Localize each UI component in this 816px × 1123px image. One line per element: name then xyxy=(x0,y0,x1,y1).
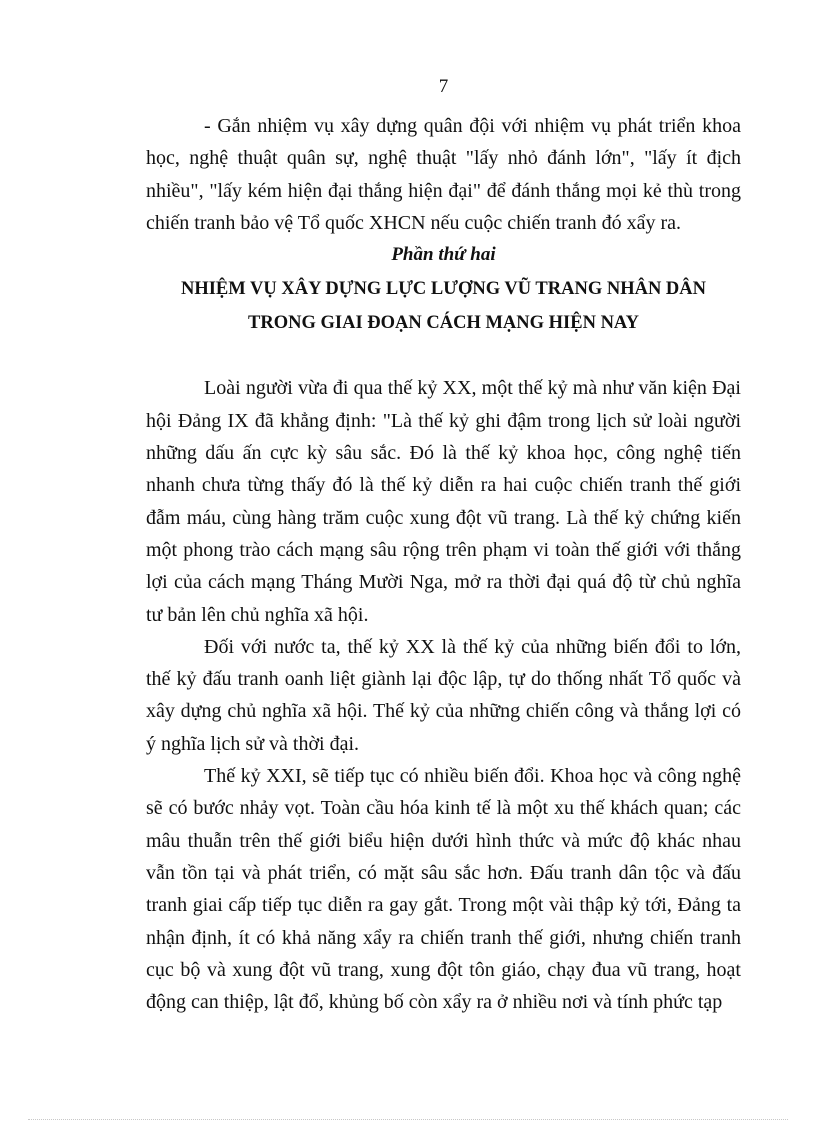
body-paragraph-2: Đối với nước ta, thế kỷ XX là thế kỷ của những biến đổi to lớn, thế kỷ đấu tranh oanh liệt giành lại độc lập, tự do thống nhất Tổ quốc và xây dựng chủ nghĩa xã hội. Thế kỷ của những chiến công và thắng lợi có ý nghĩa lịch sử và thời đại. xyxy=(146,635,741,755)
page-number: 7 xyxy=(438,76,449,97)
page-content xyxy=(146,110,741,1018)
section-title-line-1: NHIỆM VỤ XÂY DỰNG LỰC LƯỢNG VŨ TRANG NHÂN DÂN xyxy=(180,279,707,300)
part-label: Phần thứ hai xyxy=(391,244,496,266)
page-bottom-rule xyxy=(28,1119,788,1120)
section-spacer xyxy=(146,339,741,372)
section-title-line-2: TRONG GIAI ĐOẠN CÁCH MẠNG HIỆN NAY xyxy=(248,313,639,334)
body-paragraph-3: Thế kỷ XXI, sẽ tiếp tục có nhiều biến đổi. Khoa học và công nghệ sẽ có bước nhảy vọt. Toàn cầu hóa kinh tế là một xu thế khách quan; các mâu thuẫn trên thế giới biểu hiện dưới hình thức và mức độ khác nhau vẫn tồn tại và phát triển, có mặt sâu sắc hơn. Đấu tranh dân tộc và đấu tranh giai cấp tiếp tục diễn ra gay gắt. Trong một vài thập kỷ tới, Đảng ta nhận định, ít có khả năng xẩy ra chiến tranh thế giới, nhưng chiến tranh cục bộ và xung đột vũ trang, xung đột tôn giáo, chạy đua vũ trang, hoạt động can thiệp, lật đổ, khủng bố còn xẩy ra ở nhiều nơi và tính phức tạp xyxy=(146,765,741,1014)
intro-paragraph: - Gắn nhiệm vụ xây dựng quân đội với nhiệm vụ phát triển khoa học, nghệ thuật quân sự, nghệ thuật "lấy nhỏ đánh lớn", "lấy ít địch nhiều", "lấy kém hiện đại thắng hiện đại" để đánh thắng mọi kẻ thù trong chiến tranh bảo vệ Tổ quốc XHCN nếu cuộc chiến tranh đó xẩy ra. xyxy=(146,115,741,234)
body-paragraph-1: Loài người vừa đi qua thế kỷ XX, một thế kỷ mà như văn kiện Đại hội Đảng IX đã khẳng định: "Là thế kỷ ghi đậm trong lịch sử loài người những dấu ấn cực kỳ sâu sắc. Đó là thế kỷ khoa học, công nghệ tiến nhanh chưa từng thấy đó là thế kỷ diễn ra hai cuộc chiến tranh thế giới đẫm máu, cùng hàng trăm cuộc xung đột vũ trang. Là thế kỷ chứng kiến một phong trào cách mạng sâu rộng trên phạm vi toàn thế giới với thắng lợi của cách mạng Tháng Mười Nga, mở ra thời đại quá độ từ chủ nghĩa tư bản lên chủ nghĩa xã hội. xyxy=(146,377,741,626)
